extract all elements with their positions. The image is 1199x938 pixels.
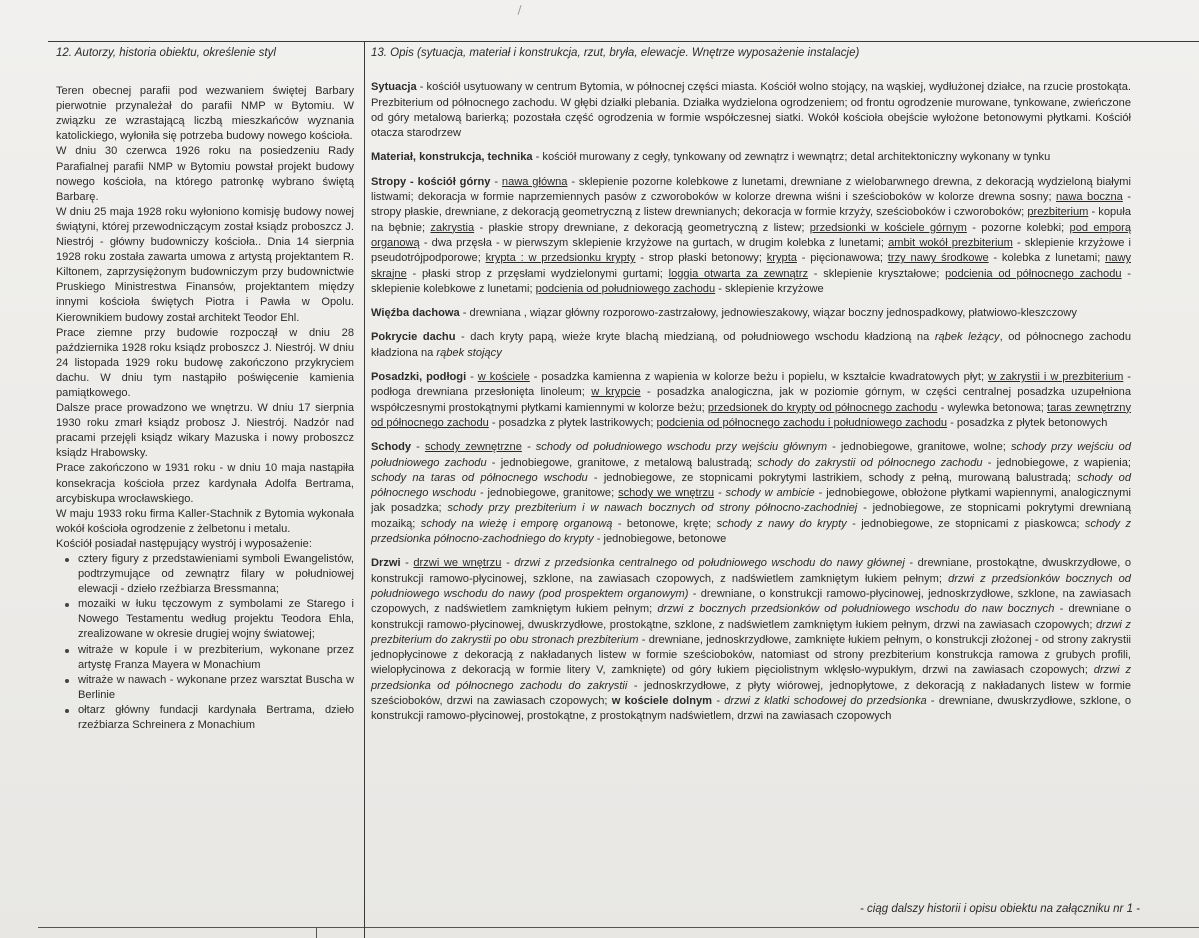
underlined-term: w krypcie xyxy=(591,386,641,399)
furnishings-list xyxy=(56,552,354,733)
history-paragraph: Prace ziemne przy budowie rozpoczął w dniu 28 października 1928 roku ksiądz proboszcz J. Niestrój. W dniu 24 listopada 1929 roku budowę zakończono przykryciem dachu. W dniu tym nastąpiło poświęcenie kamienia pamiątkowego. xyxy=(56,326,354,399)
underlined-term: krypta : w przedsionku krypty xyxy=(485,252,636,265)
text-run: - sklepienie pozorne kolebkowe z lunetami, drewniane z wielobarwnego drewna, z dekoracją wydzieloną białymi listwami; dekoracja w formie naprzemiennych pasów z czworoboków w kolorze drewna wiśni i sześcioboków w kolorze drewna sosny; xyxy=(371,175,1131,204)
underlined-term: pod emporą organową xyxy=(371,221,1131,249)
text-run: - jednobiegowe, obłożone płytkami wapiennymi, analogicznymi jak posadzka; xyxy=(371,487,1131,515)
underlined-term: drzwi we wnętrzu xyxy=(413,557,502,570)
underlined-term: podcienia od północnego zachodu xyxy=(945,267,1122,280)
section-drzwi xyxy=(371,556,1131,724)
scan-mark xyxy=(517,5,521,15)
underlined-term: ambit wokół prezbiterium xyxy=(888,236,1013,249)
text-run: - sklepienie krzyżowe i pseudotrójpodporowe; xyxy=(371,236,1132,265)
underlined-term: taras zewnętrzny od północnego zachodu xyxy=(371,401,1131,429)
table-bottom-border xyxy=(38,927,1199,928)
text-run: - kolebka z lunetami; xyxy=(988,252,1106,265)
italic-term: drzwi z przedsionków bocznych od południowego wschodu do nawy (pod prospektem organowym) xyxy=(371,572,1131,600)
section-schody xyxy=(371,440,1131,547)
text-run: - sklepienie kryształowe; xyxy=(808,267,946,280)
text-run: - xyxy=(466,371,478,384)
underlined-term: trzy nawy środkowe xyxy=(887,252,989,265)
section-label: Sytuacja xyxy=(371,81,417,94)
section-text: - kościół murowany z cegły, tynkowany od zewnątrz i wewnątrz; detal architektoniczny wykonany w tynku xyxy=(532,151,1051,164)
text-run: - posadzka analogiczna, jak w poziomie górnym, w części centralnej posadzka uzupełniona współczesnymi prostokątnymi płytkami kamiennymi w kolorze beżu; xyxy=(371,386,1132,414)
text-run: - jednobiegowe, granitowe, wolne; xyxy=(827,441,1011,454)
section-label: Pokrycie dachu xyxy=(371,331,456,344)
text-run: - drewniane, prostokątne, dwuskrzydłowe, o konstrukcji ramowo-płycinowej, szklone, na zawiasach czopowych, z nadświetlem zamkniętym łukiem pełnym; xyxy=(371,557,1132,585)
history-column xyxy=(56,46,354,733)
italic-term: schody na wieżę i emporę organową xyxy=(420,517,613,530)
history-paragraph: Prace zakończono w 1931 roku - w dniu 10 maja nastąpiła konsekracja kościoła przez kardynała Adolfa Bertrama, arcybiskupa wrocławskiego. xyxy=(56,462,354,505)
text-run: - sklepienie kolebkowe z lunetami; xyxy=(371,267,1132,295)
text-run: - dach kryty papą, wieże kryte blachą miedzianą, od południowego wschodu kładzioną na xyxy=(455,331,935,344)
section-label: Materiał, konstrukcja, technika xyxy=(371,151,533,164)
section-material xyxy=(371,150,1131,165)
text-run: - stropy płaskie, drewniane, z dekoracją geometryczną z listew drewnianych; dekoracja w formie krzyży, sześcioboków i czworoboków; xyxy=(371,191,1131,219)
bold-term: w kościele dolnym xyxy=(611,694,713,707)
italic-term: rąbek stojący xyxy=(436,346,502,359)
text-run: - płaski strop z przęsłami wydzielonymi gurtami; xyxy=(406,267,669,280)
text-run: - jednobiegowe, betonowe xyxy=(593,533,727,546)
section-wiezba xyxy=(371,306,1131,321)
italic-term: schody z nawy do krypty xyxy=(716,517,847,530)
history-paragraph: Teren obecnej parafii pod wezwaniem świętej Barbary pierwotnie przynależał do parafii NMP w Bytomiu. W związku ze wzrastającą liczbą mieszkańców wyznania katolickiego, wyłoniła się potrzeba budowy nowego kościoła. xyxy=(56,85,354,143)
history-paragraph: Dalsze prace prowadzono we wnętrzu. W dniu 17 sierpnia 1930 roku zmarł ksiądz probosz J. Niestrój. Nadzór nad pracami przejęli ksiądz wikary Mazuska i nowy proboszcz ksiądz Hrabowsky. xyxy=(56,402,354,460)
description-column xyxy=(371,46,1131,734)
italic-term: - drzwi z klatki schodowej do przedsionka xyxy=(712,694,927,707)
text-run: - drewniane, o konstrukcji ramowo-płycinowej, jednoskrzydłowe, szklone, na zawiasach czopowych, z nadświetlem zamkniętym łukiem pełnym; xyxy=(371,587,1131,616)
section-label: Schody xyxy=(371,441,412,454)
text-run: - kopuła na bębnie; xyxy=(371,206,1131,234)
text-run: - dwa przęsła - w pierwszym sklepienie krzyżowe na gurtach, w drugim kolebka z lunetami; xyxy=(419,236,889,249)
italic-term: - drzwi z przedsionka centralnego od południowego wschodu do nawy głównej xyxy=(501,557,905,570)
underlined-term: nawa główna xyxy=(501,175,568,188)
section-label: Drzwi xyxy=(371,557,401,570)
italic-term: schody przy prezbiterium i w nawach bocznych od strony północno-zachodniej xyxy=(447,502,858,515)
italic-term: schody przy wejściu od południowego zachodu xyxy=(371,441,1132,469)
text-run: - drewniane, jednoskrzydłowe, zamknięte łukiem pełnym, o konstrukcji złożonej - od strony zakrystii jednopłycinowe z dekoracją z nakładanych listew w formie sześcioboków, natomiast od strony prezbiterium konstrukcja ramowa z grubych profili, wielopłycinowa z dekoracją w formie litery V, zamknięte) od góry łukiem pięciolistnym wklęsło-wypukłym, drzwi na zawiasach czopowych; xyxy=(371,633,1131,677)
underlined-term: krypta xyxy=(766,252,797,265)
text-run: - płaskie stropy drewniane, z dekoracją geometryczną z listew; xyxy=(474,221,810,234)
underlined-term: loggia otwarta za zewnątrz xyxy=(668,267,808,280)
list-item: mozaiki w łuku tęczowym z symbolami ze Starego i Nowego Testamentu według projektu Teodora Ehla, zrealizowane w okresie drugiej wojny światowej; xyxy=(78,597,354,642)
description-header: 13. Opis (sytuacja, materiał i konstrukcja, rzut, bryła, elewacje. Wnętrze wyposażenie instalacje) xyxy=(371,47,860,59)
table-top-border xyxy=(48,41,1199,42)
history-paragraph: W dniu 25 maja 1928 roku wyłoniono komisję budowy nowej świątyni, której przewodniczącym został ksiądz proboszcz J. Niestrój - główny budowniczy kościoła.. Dnia 14 sierpnia 1928 roku została zawarta umowa z artystą projektantem R. Kiltonem, zaprzysiężonym budowniczym przy budownictwie Pruskiego Ministrestwa Finansów, projektantem między innymi kościoła świętych Piotra i Pawła w Opolu. Kierownikiem budowy został architekt Teodor Ehl. xyxy=(56,205,354,324)
section-sytuacja xyxy=(371,80,1131,141)
lower-row-divider xyxy=(316,928,317,938)
text-run: - posadzka kamienna z wapienia w kolorze beżu i popielu, w kształcie kwadratowych płyt; xyxy=(529,371,988,384)
text-run: - jednoskrzydłowe, z płyty wiórowej, jednopłytowe, z dekoracją z nakładanych listew w formie sześcioboków, drzwi na zawiasach czopowych; xyxy=(371,679,1131,707)
text-run: - pięcionawowa; xyxy=(796,252,888,265)
text-run: - jednobiegowe, z wapienia; xyxy=(982,456,1132,469)
text-run: - xyxy=(490,175,502,188)
underlined-term: w zakrystii i w prezbiterium xyxy=(987,371,1124,384)
text-run: , od północnego zachodu kładziona na xyxy=(371,331,1131,359)
italic-term: schody z przedsionka północno-zachodniego do krypty xyxy=(371,517,1131,546)
list-item: ołtarz główny fundacji kardynała Bertrama, dzieło rzeźbiarza Schreinera z Monachium xyxy=(78,703,354,733)
underlined-term: podcienia od południowego zachodu xyxy=(535,282,716,295)
section-label: Posadzki, podłogi xyxy=(371,371,467,384)
underlined-term: prezbiterium xyxy=(1027,206,1089,219)
text-run: - xyxy=(400,557,414,570)
text-run: - xyxy=(411,441,425,454)
continuation-note: - ciąg dalszy historii i opisu obiektu na załączniku nr 1 - xyxy=(860,903,1140,915)
italic-term: - schody w ambicie xyxy=(714,487,815,500)
column-divider xyxy=(364,42,365,938)
history-paragraph: Kościół posiadał następujący wystrój i wyposażenie: xyxy=(56,537,312,550)
italic-term: schody od północnego wschodu xyxy=(371,471,1131,500)
section-label: Stropy - kościół górny xyxy=(371,175,491,188)
underlined-term: nawa boczna xyxy=(1056,191,1123,204)
text-run: - jednobiegowe, ze stopnicami pokrytymi lastrikiem, schody z pełną, murowaną balustradą; xyxy=(587,471,1078,484)
section-text: - kościół usytuowany w centrum Bytomia, w północnej części miasta. Kościół wolno stojący, na wąskiej, wydłużonej działce, na rzucie prostokąta. Prezbiterium od północnego zachodu. W głębi działki plebania. Działka wydzielona ogrodzeniem; od frontu ogrodzenie murowane, tynkowane, zwieńczone od góry metalową barierką; pozostała część ogrodzenia w formie współczesnej siatki. Wokół kościoła obejście wyłożone betonowymi płytkami. Kościół otacza starodrzew xyxy=(371,81,1131,140)
text-run: - posadzka z płytek lastrikowych; xyxy=(488,416,657,429)
history-paragraph: W dniu 30 czerwca 1926 roku na posiedzeniu Rady Parafialnej parafii NMP w Bytomiu powstał projekt budowy nowego kościoła, na którego patronkę wybrano świętą Barbarę. xyxy=(56,145,354,203)
italic-term: drzwi z prezbiterium do zakrystii po obu stronach prezbiterium xyxy=(371,618,1131,646)
italic-term: schody na taras od północnego wschodu xyxy=(371,471,588,484)
text-run: - jednobiegowe, ze stopnicami pokrytymi drewnianą mozaiką; xyxy=(371,502,1131,530)
underlined-term: podcienia od północnego zachodu i południowego zachodu xyxy=(656,416,948,429)
section-posadzki xyxy=(371,370,1131,431)
underlined-term: przedsionek do krypty od północnego zachodu xyxy=(707,401,938,414)
section-pokrycie xyxy=(371,330,1131,361)
italic-term: - schody od południowego wschodu przy wejściu głównym xyxy=(521,441,828,454)
text-run: - jednobiegowe, granitowe, z metalową balustradą; xyxy=(486,456,758,469)
text-run: - sklepienie krzyżowe xyxy=(715,282,824,295)
italic-term: drzwi z bocznych przedsionków od południowego wschodu do naw bocznych xyxy=(657,603,1055,616)
history-header: 12. Autorzy, historia obiektu, określenie styl xyxy=(56,47,276,59)
text-run: - posadzka z płytek betonowych xyxy=(947,416,1108,429)
italic-term: schody do zakrystii od północnego zachodu xyxy=(757,456,983,469)
text-run: - jednobiegowe, ze stopnicami z piaskowca; xyxy=(846,517,1085,530)
text-run: - strop płaski betonowy; xyxy=(635,252,767,265)
history-paragraph: W maju 1933 roku firma Kaller-Stachnik z Bytomia wykonała wokół kościoła ogrodzenie z żelbetonu i metalu. xyxy=(56,507,354,535)
underlined-term: schody zewnętrzne xyxy=(424,441,522,454)
list-item: witraże w nawach - wykonane przez warsztat Buscha w Berlinie xyxy=(78,673,354,703)
text-run: - jednobiegowe, granitowe; xyxy=(476,487,619,500)
italic-term: drzwi z przedsionka od północnego zachodu do zakrystii xyxy=(371,664,1131,692)
underlined-term: przedsionki w kościele górnym xyxy=(809,221,967,234)
text-run: - podłoga drewniana przesłonięta linoleum; xyxy=(371,371,1131,399)
text-run: - drewniane o konstrukcji ramowo-płycinowej, dwuskrzydłowe, prostokątne, szklone, z nadświetlem zamkniętym łukiem pełnym, drzwi na zawiasach czopowych; xyxy=(371,603,1131,631)
text-run: - betonowe, kręte; xyxy=(612,517,717,530)
section-text: - drewniana , wiązar główny rozporowo-zastrzałowy, jednowieszakowy, wiązar boczny jednospadkowy, płatwiowo-kleszczowy xyxy=(459,307,1077,320)
text-run: - drewniane, dwuskrzydłowe, szklone, o konstrukcji ramowo-płycinowej, prostokątne, z prostokątnym nadświetlem, drzwi na zawiasach czopowych xyxy=(371,694,1132,723)
text-run: - wylewka betonowa; xyxy=(937,401,1048,414)
underlined-term: zakrystia xyxy=(430,221,475,234)
underlined-term: w kościele xyxy=(477,371,530,384)
section-label: Więźba dachowa xyxy=(371,307,460,320)
list-item: witraże w kopule i w prezbiterium, wykonane przez artystę Franza Mayera w Monachium xyxy=(78,643,354,673)
italic-term: rąbek leżący xyxy=(934,331,1000,344)
underlined-term: nawy skrajne xyxy=(371,252,1132,280)
text-run: - pozorne kolebki; xyxy=(966,221,1070,234)
section-stropy xyxy=(371,175,1131,297)
list-item: cztery figury z przedstawieniami symboli Ewangelistów, podtrzymujące od zewnątrz filary w południowej elewacji - dzieło rzeźbiarza Bressmanna; xyxy=(78,552,354,597)
underlined-term: schody we wnętrzu xyxy=(618,487,715,500)
